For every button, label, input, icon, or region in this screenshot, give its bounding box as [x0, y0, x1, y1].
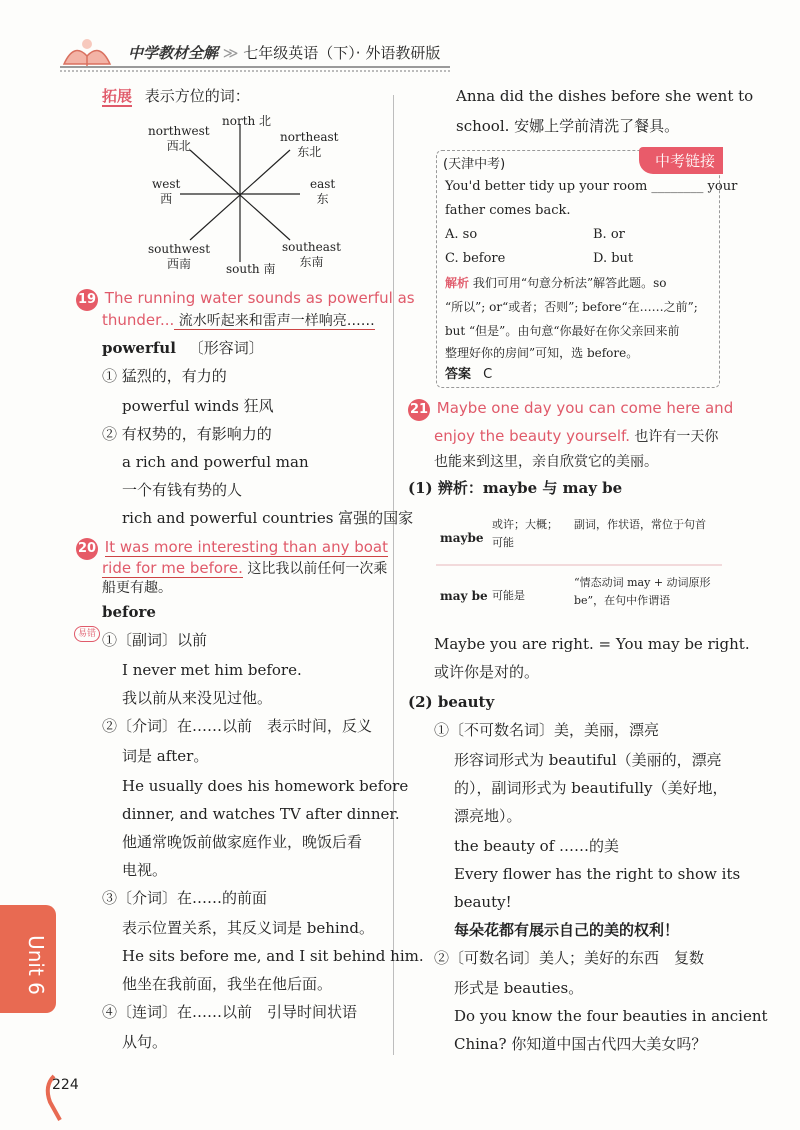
- item-20-sense-1-example: I never met him before.: [122, 661, 302, 679]
- item-20-sense-3-example: He sits before me, and I sit behind him.: [122, 947, 424, 965]
- expand-tag: 拓展: [102, 87, 133, 105]
- item-20-sense-2-example-2: dinner, and watches TV after dinner.: [122, 805, 400, 823]
- analysis-line-4: 整理好你的房间”可知，选 before。: [445, 346, 639, 360]
- exam-question-1: You'd better tidy up your room ________ your: [445, 179, 738, 194]
- item-20-line-2: ride for me before. 这比我以前任何一次乘: [102, 559, 388, 577]
- beauty-sense-1a: 形容词形式为 beautiful（美丽的，漂亮: [454, 751, 722, 769]
- item-19-example-2-cn: 一个有钱有势的人: [122, 481, 243, 499]
- beauty-sense-1b: 的），副词形式为 beautifully（美好地，: [454, 779, 728, 797]
- label-west: west 西: [152, 177, 181, 206]
- item-19-word: powerful 〔形容词〕: [102, 339, 264, 357]
- beauty-example-cn: 每朵花都有展示自己的美的权利！: [454, 921, 680, 939]
- column-divider: [393, 95, 394, 1055]
- analysis-line-3: but “但是”。由句意“你最好在你父亲回来前: [445, 324, 680, 338]
- item-19-example-2: a rich and powerful man: [122, 453, 309, 471]
- item-20-heading: 20 It was more interesting than any boat: [76, 537, 388, 560]
- table-row-2-meaning: 可能是: [492, 589, 525, 602]
- beauty-sense-2a: 形式是 beauties。: [454, 979, 584, 997]
- beauty-sense-2: ②〔可数名词〕美人；美好的东西 复数: [434, 949, 705, 967]
- item-20-sense-3b: 表示位置关系，其反义词是 behind。: [122, 919, 374, 937]
- item-20-sense-4: ④〔连词〕在……以前 引导时间状语: [102, 1003, 358, 1021]
- table-row-1-usage: 副词，作状语，常位于句首: [574, 518, 706, 531]
- item-19-sense-1: ① 猛烈的，有力的: [102, 367, 227, 385]
- item-20-sense-3-cn: 他坐在我前面，我坐在他后面。: [122, 975, 333, 993]
- beauty-sense-2-example: Do you know the four beauties in ancient: [454, 1007, 768, 1025]
- label-southwest: southwest 西南: [148, 242, 211, 271]
- book-title: 中学教材全解: [128, 44, 219, 62]
- item-21-part-1: (1) 辨析：maybe 与 may be: [408, 479, 623, 497]
- option-b[interactable]: B. or: [593, 227, 625, 242]
- top-example-1: Anna did the dishes before she went to: [456, 87, 754, 105]
- option-d[interactable]: D. but: [593, 251, 634, 266]
- item-19-line-2: thunder... 流水听起来和雷声一样响亮……: [102, 311, 375, 329]
- item-20-sense-2-example-1: He usually does his homework before: [122, 777, 409, 795]
- item-19-example-1: powerful winds 狂风: [122, 397, 274, 415]
- beauty-example-2: beauty!: [454, 893, 512, 911]
- beauty-sense-2-example-cn: China? 你知道中国古代四大美女吗？: [454, 1035, 707, 1053]
- table-row-2-word: may be: [440, 589, 488, 603]
- book-subtitle: 七年级英语（下）· 外语教研版: [243, 44, 441, 62]
- label-east: east 东: [310, 177, 336, 206]
- analysis-line-2: “所以”; or“或者；否则”; before“在……之前”;: [445, 300, 698, 314]
- item-20-sense-2-cn-2: 电视。: [122, 861, 168, 879]
- compass-diagram: [140, 112, 340, 277]
- maybe-example-cn: 或许你是对的。: [434, 663, 540, 681]
- item-20-line-3: 船更有趣。: [102, 580, 172, 596]
- exam-link-box: [436, 150, 738, 388]
- item-19-example-3: rich and powerful countries 富强的国家: [122, 509, 414, 527]
- item-19-sense-2: ② 有权势的，有影响力的: [102, 425, 272, 443]
- item-20-sense-4b: 从句。: [122, 1033, 168, 1051]
- option-a[interactable]: A. so: [445, 227, 478, 242]
- label-north: north 北: [222, 114, 272, 128]
- item-19-heading: [76, 288, 415, 311]
- item-21-heading: 21 Maybe one day you can come here and: [408, 398, 733, 421]
- maybe-example: Maybe you are right. = You may be right.: [434, 635, 750, 653]
- item-20-sense-2b: 词是 after。: [122, 747, 209, 765]
- answer-line: 答案 C: [445, 367, 493, 382]
- item-20-sense-2-cn-1: 他通常晚饭前做家庭作业，晚饭后看: [122, 833, 363, 851]
- item-19-number: 19: [76, 289, 98, 311]
- table-row-1-word: maybe: [440, 531, 484, 545]
- analysis-line-1: 解析 我们可用“句意分析法”解答此题。so: [445, 276, 667, 290]
- exam-question-2: father comes back.: [445, 203, 571, 218]
- item-20-word: before: [102, 603, 156, 621]
- label-northwest: northwest 西北: [148, 124, 210, 153]
- item-19-sentence-1: The running water sounds as powerful as: [104, 289, 415, 307]
- item-21-line-2: enjoy the beauty yourself. 也许有一天你: [434, 427, 719, 445]
- error-prone-badge: 易错: [74, 626, 100, 642]
- item-20-sense-1: ①〔副词〕以前: [102, 631, 208, 649]
- page-header: 中学教材全解 ≫ 七年级英语（下）· 外语教研版: [0, 28, 800, 88]
- beauty-phrase: the beauty of ……的美: [454, 837, 620, 855]
- exam-source: (天津中考): [443, 157, 506, 172]
- item-21-part-2: (2) beauty: [408, 693, 495, 711]
- beauty-example-1: Every flower has the right to show its: [454, 865, 741, 883]
- page-number: 224: [52, 1077, 79, 1093]
- item-20-sense-1-cn: 我以前从来没见过他。: [122, 689, 273, 707]
- unit-tab: Unit 6: [0, 905, 56, 1013]
- item-21-line-3: 也能来到这里，亲自欣赏它的美丽。: [434, 454, 658, 470]
- beauty-sense-1: ①〔不可数名词〕美，美丽，漂亮: [434, 721, 660, 739]
- expand-heading: [102, 86, 250, 106]
- label-southeast: southeast 东南: [282, 240, 341, 269]
- label-south: south 南: [226, 262, 276, 276]
- top-example-2: school. 安娜上学前清洗了餐具。: [456, 117, 680, 135]
- exam-link-tag: 中考链接: [639, 147, 723, 174]
- option-c[interactable]: C. before: [445, 251, 506, 266]
- table-row-2-usage: “情态动词 may + 动词原形 be”，在句中作谓语: [574, 576, 711, 607]
- label-northeast: northeast 东北: [280, 130, 339, 159]
- expand-title: 表示方位的词：: [144, 87, 250, 105]
- table-row-1-meaning: 或许；大概；可能: [492, 518, 558, 549]
- item-20-sense-2: ②〔介词〕在……以前 表示时间，反义: [102, 717, 373, 735]
- beauty-sense-1c: 漂亮地）。: [454, 807, 522, 825]
- item-20-sense-3: ③〔介词〕在……的前面: [102, 889, 268, 907]
